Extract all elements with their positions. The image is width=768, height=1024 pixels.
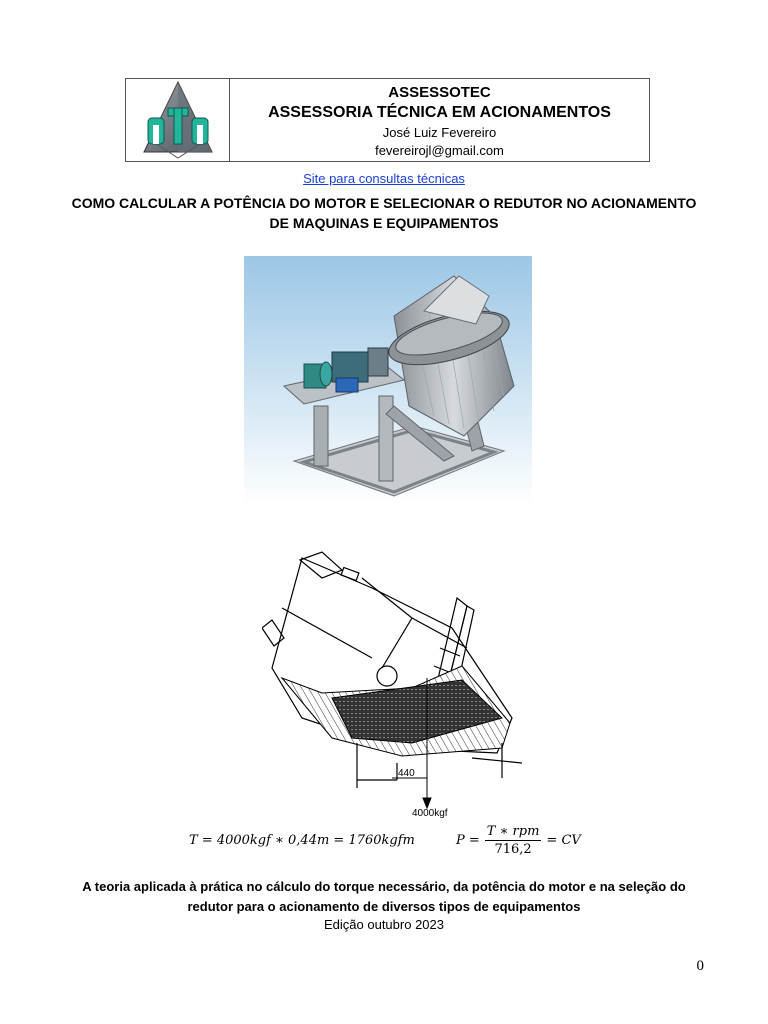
technical-drawing [262, 548, 527, 820]
company-subtitle: ASSESSORIA TÉCNICA EM ACIONAMENTOS [268, 104, 611, 121]
power-formula-rhs: = CV [546, 832, 581, 848]
torque-formula-text: T = 4000kgf ∗ 0,44m = 1760kgfm [189, 832, 415, 848]
header-box [125, 78, 650, 162]
power-formula-lhs: P = [456, 832, 480, 848]
company-logo [138, 80, 218, 160]
torque-formula [189, 821, 415, 859]
power-formula-denominator: 716,2 [494, 841, 532, 857]
dimension-label: 440 [398, 768, 415, 779]
document-title: COMO CALCULAR A POTÊNCIA DO MOTOR E SELECIONAR O REDUTOR NO ACIONAMENTO DE MAQUINAS E EQUIPAMENTOS [71, 195, 697, 231]
equipment-3d-image [244, 256, 532, 504]
logo-cell [126, 79, 230, 161]
edition-text: Edição outubro 2023 [324, 917, 444, 932]
summary-text: A teoria aplicada à prática no cálculo do torque necessário, da potência do motor e na seleção do redutor para o acionamento de diversos tipos de equipamentos [82, 879, 686, 914]
power-formula-numerator: T ∗ rpm [486, 823, 540, 839]
company-name: ASSESSOTEC [388, 84, 491, 101]
header-title-cell [230, 79, 649, 161]
author-name: José Luiz Fevereiro [382, 125, 497, 140]
load-label: 4000kgf [412, 808, 448, 819]
power-formula-fraction [485, 824, 542, 857]
power-formula [456, 821, 581, 859]
author-email: fevereirojl@gmail.com [375, 143, 504, 158]
page-number: 0 [696, 958, 704, 974]
consult-site-link[interactable]: Site para consultas técnicas [303, 171, 465, 186]
